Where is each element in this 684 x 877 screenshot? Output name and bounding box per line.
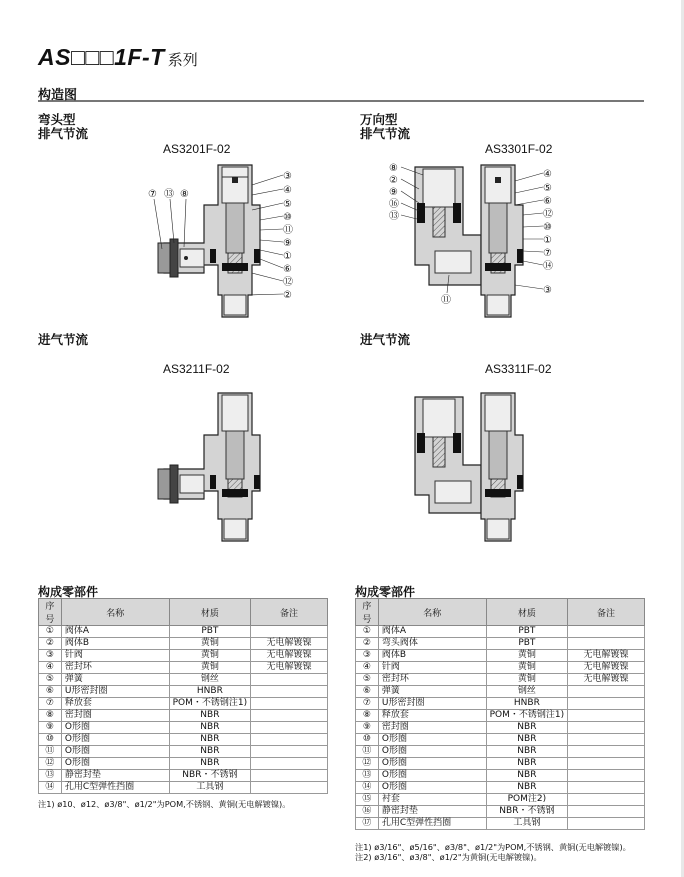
table-row <box>39 746 328 758</box>
remark <box>568 722 645 734</box>
table-row <box>39 662 328 674</box>
table-row <box>356 638 645 650</box>
diagram-elbow-exhaust <box>140 155 315 325</box>
remark <box>568 758 645 770</box>
table-row <box>356 794 645 806</box>
part-name: O形圈 <box>61 722 169 734</box>
material: NBR <box>486 722 568 734</box>
material: 黄铜 <box>486 674 568 686</box>
callout: ⑬ <box>389 211 399 222</box>
material: HNBR <box>169 686 251 698</box>
remark <box>568 710 645 722</box>
remark <box>251 698 328 710</box>
material: PBT <box>169 626 251 638</box>
table-row <box>39 758 328 770</box>
model-label: AS3311F-02 <box>485 362 552 376</box>
material: 黄铜 <box>169 638 251 650</box>
model-label: AS3211F-02 <box>163 362 230 376</box>
material: HNBR <box>486 698 568 710</box>
col-header: 序号 <box>39 599 62 626</box>
callout: ② <box>283 290 292 301</box>
row-number: ⑧ <box>356 710 379 722</box>
type-label: 万向型 <box>360 112 398 127</box>
col-header: 备注 <box>568 599 645 626</box>
remark <box>251 674 328 686</box>
remark <box>251 782 328 794</box>
callout: ⑧ <box>180 189 189 200</box>
part-name: O形圈 <box>378 758 486 770</box>
model-label: AS3301F-02 <box>485 142 553 156</box>
callout: ⑫ <box>543 209 553 220</box>
callout: ⑥ <box>283 264 292 275</box>
part-name: 弹簧 <box>378 686 486 698</box>
callout: ⑤ <box>543 183 552 194</box>
remark <box>568 734 645 746</box>
part-name: O形圈 <box>378 734 486 746</box>
row-number: ④ <box>39 662 62 674</box>
callout: ⑩ <box>543 222 552 233</box>
col-header: 名称 <box>378 599 486 626</box>
material: NBR <box>169 746 251 758</box>
row-number: ⑭ <box>356 782 379 794</box>
table-row <box>356 734 645 746</box>
row-number: ⑧ <box>39 710 62 722</box>
row-number: ⑯ <box>356 806 379 818</box>
row-number: ⑮ <box>356 794 379 806</box>
callout: ⑪ <box>283 225 293 236</box>
table-row <box>356 650 645 662</box>
remark: 无电解镀镍 <box>251 638 328 650</box>
part-name: 弹簧 <box>61 674 169 686</box>
parts-table-left <box>38 598 328 794</box>
table-row <box>356 662 645 674</box>
row-number: ⑩ <box>39 734 62 746</box>
remark <box>568 770 645 782</box>
remark: 无电解镀镍 <box>568 662 645 674</box>
part-name: 弯头阀体 <box>378 638 486 650</box>
part-name: 静密封垫 <box>61 770 169 782</box>
row-number: ⑪ <box>356 746 379 758</box>
callout: ⑨ <box>389 187 398 198</box>
row-number: ③ <box>356 650 379 662</box>
diagram-universal-exhaust <box>385 155 575 325</box>
table-row <box>39 710 328 722</box>
model-label: AS3201F-02 <box>163 142 231 156</box>
table-row <box>39 698 328 710</box>
part-name: 密封圈 <box>378 722 486 734</box>
table-row <box>356 758 645 770</box>
remark <box>251 746 328 758</box>
row-number: ② <box>356 638 379 650</box>
table-note: 注2) ø3/16"、ø3/8"、ø1/2"为黄铜(无电解镀镍)。 <box>355 852 542 862</box>
remark: 无电解镀镍 <box>568 674 645 686</box>
table-row <box>356 722 645 734</box>
material: NBR <box>486 734 568 746</box>
remark <box>568 638 645 650</box>
part-name: O形圈 <box>378 782 486 794</box>
row-number: ⑬ <box>356 770 379 782</box>
section-header <box>38 84 644 102</box>
callout: ⑬ <box>164 189 174 200</box>
table-row <box>356 674 645 686</box>
page-title <box>38 44 198 70</box>
callout: ⑭ <box>543 261 553 272</box>
callout: ② <box>389 175 398 186</box>
remark <box>251 722 328 734</box>
part-name: O形圈 <box>378 770 486 782</box>
material: 工具钢 <box>169 782 251 794</box>
material: NBR <box>169 734 251 746</box>
remark <box>568 686 645 698</box>
part-name: 阀体A <box>378 626 486 638</box>
row-number: ⑦ <box>39 698 62 710</box>
remark <box>251 626 328 638</box>
table-row <box>356 770 645 782</box>
material: NBR・不锈钢 <box>169 770 251 782</box>
material: NBR <box>486 770 568 782</box>
part-name: 阀体A <box>61 626 169 638</box>
row-number: ① <box>39 626 62 638</box>
material: NBR <box>486 746 568 758</box>
table-row <box>39 734 328 746</box>
row-number: ⑫ <box>39 758 62 770</box>
part-name: 阀体B <box>61 638 169 650</box>
flow-label: 进气节流 <box>38 332 89 347</box>
row-number: ⑰ <box>356 818 379 830</box>
callout: ⑥ <box>543 196 552 207</box>
material: NBR <box>169 722 251 734</box>
col-header: 备注 <box>251 599 328 626</box>
material: POM注2) <box>486 794 568 806</box>
table-body <box>39 626 328 794</box>
table-row <box>39 722 328 734</box>
table-row <box>356 698 645 710</box>
material: 黄铜 <box>486 650 568 662</box>
material: POM・不锈钢注1) <box>169 698 251 710</box>
flow-label: 进气节流 <box>360 332 411 347</box>
part-name: 密封圈 <box>61 710 169 722</box>
material: 黄铜 <box>169 650 251 662</box>
callout: ⑦ <box>543 248 552 259</box>
callout: ⑫ <box>283 277 293 288</box>
material: NBR・不锈钢 <box>486 806 568 818</box>
flow-label: 排气节流 <box>360 126 411 141</box>
callout: ③ <box>543 285 552 296</box>
remark <box>568 818 645 830</box>
callout: ⑩ <box>283 212 292 223</box>
remark <box>568 806 645 818</box>
table-row <box>39 650 328 662</box>
row-number: ⑪ <box>39 746 62 758</box>
callout: ⑯ <box>389 199 399 210</box>
callout: ① <box>283 251 292 262</box>
remark <box>251 758 328 770</box>
row-number: ⑤ <box>356 674 379 686</box>
callout: ④ <box>543 169 552 180</box>
remark <box>568 698 645 710</box>
table-title: 构成零部件 <box>355 585 416 599</box>
diagram-elbow-meter-in <box>140 385 280 550</box>
flow-label: 排气节流 <box>38 126 89 141</box>
col-header: 名称 <box>61 599 169 626</box>
remark <box>568 746 645 758</box>
remark: 无电解镀镍 <box>568 650 645 662</box>
table-row <box>356 806 645 818</box>
material: NBR <box>486 782 568 794</box>
part-name: 衬套 <box>378 794 486 806</box>
row-number: ⑤ <box>39 674 62 686</box>
part-name: O形圈 <box>378 746 486 758</box>
part-name: 密封环 <box>61 662 169 674</box>
part-name: O形圈 <box>61 758 169 770</box>
callout: ⑦ <box>148 189 157 200</box>
table-row <box>356 746 645 758</box>
part-name: U形密封圈 <box>61 686 169 698</box>
remark <box>251 734 328 746</box>
part-name: 针阀 <box>61 650 169 662</box>
table-row <box>356 626 645 638</box>
row-number: ⑥ <box>39 686 62 698</box>
section-title: 构造图 <box>38 88 78 103</box>
table-row <box>356 818 645 830</box>
table-row <box>356 686 645 698</box>
table-title: 构成零部件 <box>38 585 99 599</box>
material: 钢丝 <box>169 674 251 686</box>
table-body <box>356 626 645 830</box>
row-number: ④ <box>356 662 379 674</box>
callout: ③ <box>283 171 292 182</box>
material: NBR <box>169 710 251 722</box>
material: PBT <box>486 626 568 638</box>
callout: ⑤ <box>283 199 292 210</box>
part-name: 孔用C型弹性挡圈 <box>378 818 486 830</box>
table-row <box>39 686 328 698</box>
callout: ⑨ <box>283 238 292 249</box>
part-name: O形圈 <box>61 746 169 758</box>
row-number: ② <box>39 638 62 650</box>
row-number: ⑦ <box>356 698 379 710</box>
part-name: O形圈 <box>61 734 169 746</box>
title-model: AS□□□1F-T <box>38 44 165 70</box>
table-row <box>39 626 328 638</box>
remark <box>568 794 645 806</box>
part-name: 释放套 <box>378 710 486 722</box>
callout: ⑪ <box>441 295 451 306</box>
col-header: 材质 <box>486 599 568 626</box>
callout: ④ <box>283 185 292 196</box>
table-row <box>39 674 328 686</box>
material: 黄铜 <box>486 662 568 674</box>
part-name: 孔用C型弹性挡圈 <box>61 782 169 794</box>
parts-table-right <box>355 598 645 830</box>
material: 工具钢 <box>486 818 568 830</box>
remark <box>568 782 645 794</box>
material: 黄铜 <box>169 662 251 674</box>
remark <box>251 770 328 782</box>
remark <box>568 626 645 638</box>
material: PBT <box>486 638 568 650</box>
part-name: 静密封垫 <box>378 806 486 818</box>
part-name: 阀体B <box>378 650 486 662</box>
remark: 无电解镀镍 <box>251 662 328 674</box>
row-number: ③ <box>39 650 62 662</box>
part-name: U形密封圈 <box>378 698 486 710</box>
table-note: 注1) ø10、ø12、ø3/8"、ø1/2"为POM,不锈钢、黄铜(无电解镀镍)。 <box>38 799 291 809</box>
table-row <box>39 782 328 794</box>
row-number: ① <box>356 626 379 638</box>
callout: ⑧ <box>389 163 398 174</box>
table-row <box>39 770 328 782</box>
row-number: ⑩ <box>356 734 379 746</box>
row-number: ⑨ <box>356 722 379 734</box>
table-header-row <box>39 599 328 626</box>
row-number: ⑨ <box>39 722 62 734</box>
row-number: ⑬ <box>39 770 62 782</box>
col-header: 材质 <box>169 599 251 626</box>
row-number: ⑫ <box>356 758 379 770</box>
table-note: 注1) ø3/16"、ø5/16"、ø3/8"、ø1/2"为POM,不锈钢、黄铜(无电解镀镍)。 <box>355 842 631 852</box>
table-header-row <box>356 599 645 626</box>
row-number: ⑭ <box>39 782 62 794</box>
remark: 无电解镀镍 <box>251 650 328 662</box>
material: NBR <box>169 758 251 770</box>
table-row <box>356 782 645 794</box>
diagram-universal-meter-in <box>405 385 555 550</box>
type-label: 弯头型 <box>38 112 76 127</box>
table-row <box>356 710 645 722</box>
row-number: ⑥ <box>356 686 379 698</box>
remark <box>251 710 328 722</box>
material: NBR <box>486 758 568 770</box>
material: POM・不锈钢注1) <box>486 710 568 722</box>
table-row <box>39 638 328 650</box>
callout: ① <box>543 235 552 246</box>
material: 钢丝 <box>486 686 568 698</box>
remark <box>251 686 328 698</box>
part-name: 针阀 <box>378 662 486 674</box>
title-series: 系列 <box>167 51 198 69</box>
part-name: 释放套 <box>61 698 169 710</box>
col-header: 序号 <box>356 599 379 626</box>
part-name: 密封环 <box>378 674 486 686</box>
